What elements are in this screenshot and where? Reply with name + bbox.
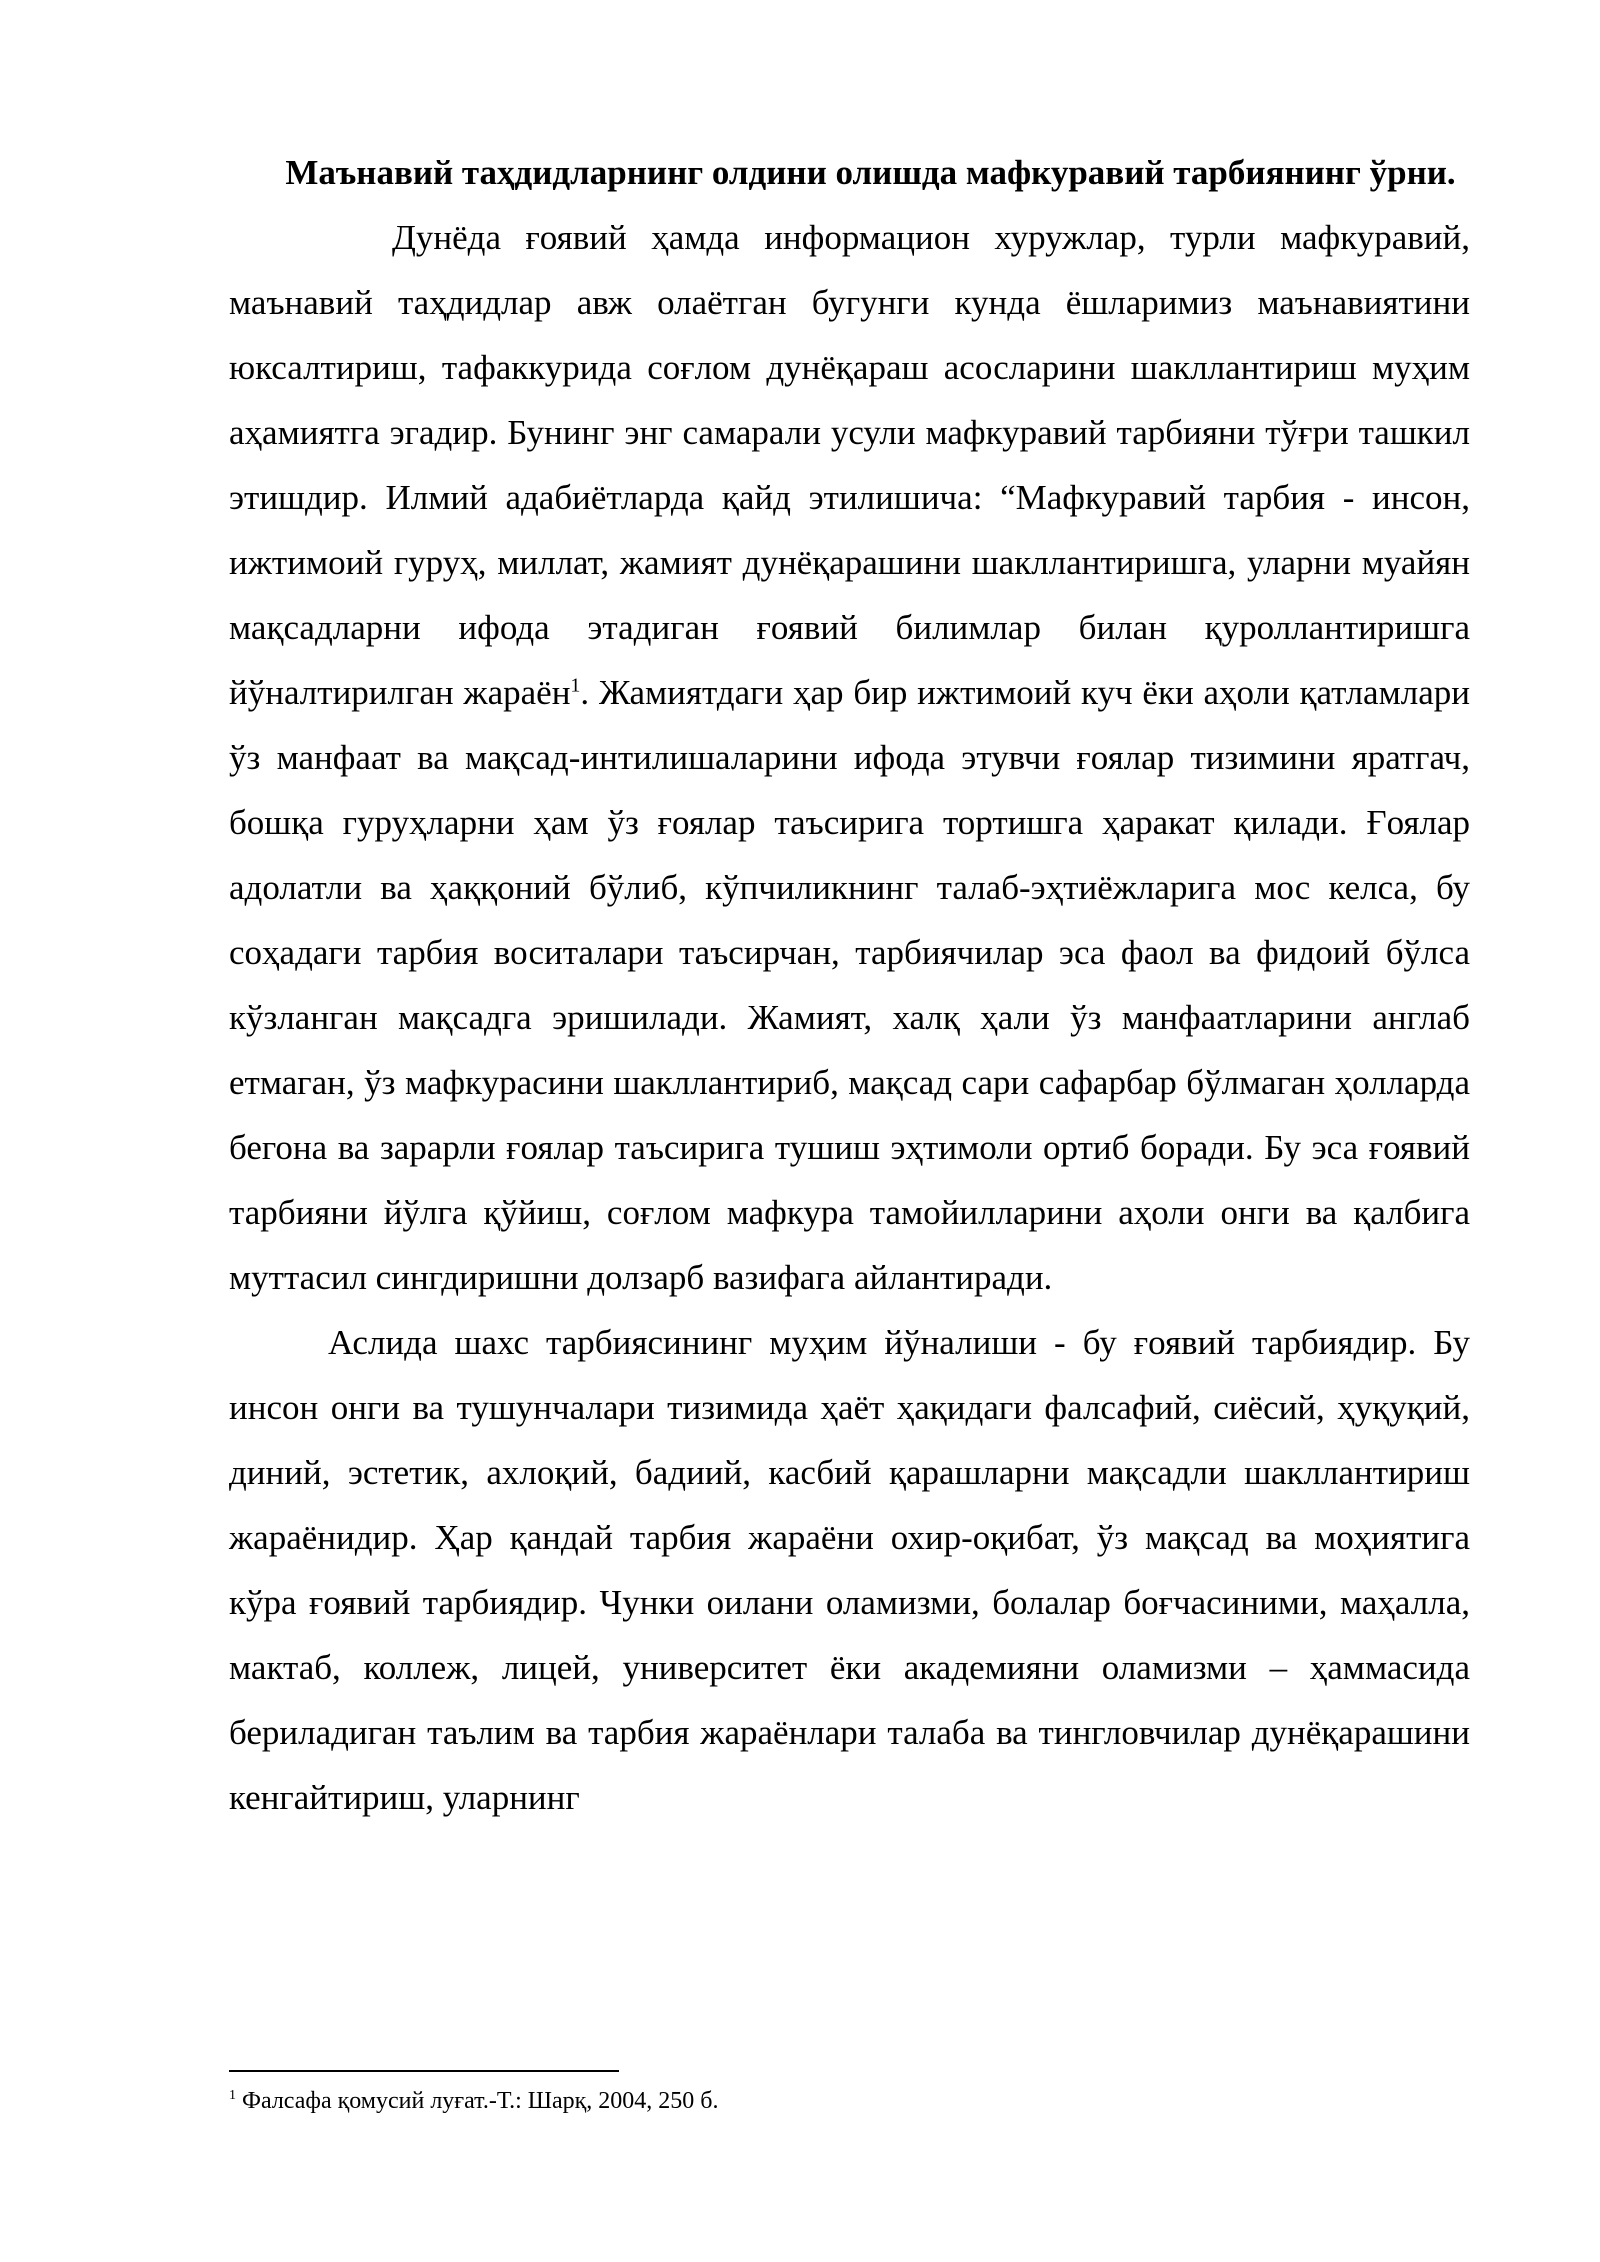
body-paragraph-1 — [229, 205, 1470, 1310]
body-paragraph-2: Аслида шахс тарбиясининг муҳим йўналиши - бу ғоявий тарбиядир. Бу инсон онги ва тушунчалари тизимида ҳаёт ҳақидаги фалсафий, сиёсий, ҳуқуқий, диний, эстетик, ахлоқий, бадиий, касбий қарашларни мақсадли шакллантириш жараёнидир. Ҳар қандай тарбия жараёни охир-оқибат, ўз мақсад ва моҳиятига кўра ғоявий тарбиядир. Чунки оилани оламизми, болалар боғчасиними, маҳалла, мактаб, коллеж, лицей, университет ёки академияни оламизми – ҳаммасида бериладиган таълим ва тарбия жараёнлари талаба ва тингловчилар дунёқарашини кенгайтириш, уларнинг — [229, 1323, 1470, 1817]
footnote-reference-marker[interactable]: 1 — [570, 674, 581, 697]
document-body — [229, 140, 1470, 1830]
footnote-marker: 1 — [229, 2088, 236, 2103]
paragraph-1-text-before-ref: Дунёда ғоявий ҳамда информацион хуружлар, турли мафкуравий, маънавий таҳдидлар авж олаётган бугунги кунда ёшларимиз маънавиятини юксалтириш, тафаккурида соғлом дунёқараш асосларини шакллантириш муҳим аҳамиятга эгадир. Бунинг энг самарали усули мафкуравий тарбияни тўғри ташкил этишдир. Илмий адабиётларда қайд этилишича: “Мафкуравий тарбия - инсон, ижтимоий гуруҳ, миллат, жамият дунёқарашини шакллантиришга, уларни муайян мақсадларни ифода этадиган ғоявий билимлар билан қуроллантиришга йўналтирилган жараён — [229, 218, 1470, 712]
document-title: Маънавий таҳдидларнинг олдини олишда мафкуравий тарбиянинг ўрни. — [285, 153, 1456, 192]
footnote — [229, 2085, 1470, 2117]
footnote-text: Фалсафа қомусий луғат.-Т.: Шарқ, 2004, 250 б. — [236, 2088, 719, 2114]
paragraph-1-text-after-ref: . Жамиятдаги ҳар бир ижтимоий куч ёки аҳоли қатламлари ўз манфаат ва мақсад-интилишаларини ифода этувчи ғоялар тизимини яратгач, бошқа гуруҳларни ҳам ўз ғоялар таъсирига тортишга ҳаракат қилади. Ғоялар адолатли ва ҳаққоний бўлиб, кўпчиликнинг талаб-эҳтиёжларига мос келса, бу соҳадаги тарбия воситалари таъсирчан, тарбиячилар эса фаол ва фидоий бўлса кўзланган мақсадга эришилади. Жамият, халқ ҳали ўз манфаатларини англаб етмаган, ўз мафкурасини шакллантириб, мақсад сари сафарбар бўлмаган ҳолларда бегона ва зарарли ғоялар таъсирига тушиш эҳтимоли ортиб боради. Бу эса ғоявий тарбияни йўлга қўйиш, соғлом мафкура тамойилларини аҳоли онги ва қалбига муттасил сингдиришни долзарб вазифага айлантиради. — [229, 673, 1470, 1297]
footnote-separator — [229, 2070, 619, 2072]
